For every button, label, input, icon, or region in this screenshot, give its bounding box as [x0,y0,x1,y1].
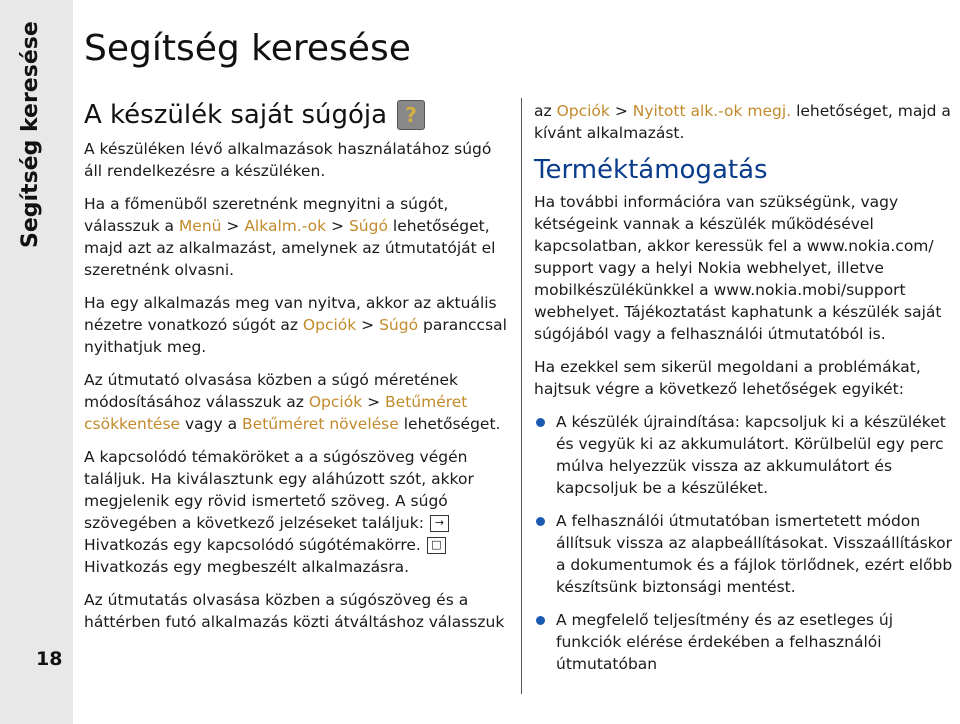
list-item-text: A felhasználói útmutatóban ismertetett módon állítsuk vissza az alapbeállításokat. Visszaállításkor a dokumentumok és a fájlok törlődnek, ezért előbb készítsünk biztonsági mentést. [556,512,953,596]
section-heading-support: Terméktámogatás [534,155,768,185]
menu-path-menu: Menü [178,217,222,235]
path-separator: > [326,217,349,235]
text: Az útmutató olvasása közben a súgó méretének módosításához válasszuk az [84,371,458,411]
menu-path-help: Súgó [348,217,388,235]
path-separator: > [362,393,386,411]
menu-path-increase-font: Betűméret növelése [242,415,399,433]
paragraph-support-steps: Ha ezekkel sem sikerül megoldani a problémákat, hajtsuk végre a következő lehetőségek egyikét: [534,358,921,398]
sidebar-vertical-title: Segítség keresése [18,21,43,248]
bullet-icon [536,517,545,526]
right-column [534,100,958,686]
left-column [84,100,514,644]
text: A kapcsolódó témaköröket a a súgószöveg végén találjuk. Ha kiválasztunk egy aláhúzott szót, akkor megjelenik egy rövid ismertető szöveg. A súgó szövegében a következő jelzéseket találjuk: [84,448,474,532]
sidebar [0,0,73,724]
path-separator: > [609,102,633,120]
text: vagy a [180,415,243,433]
menu-path-options: Opciók [302,316,357,334]
text: lehetőséget, majd azt az alkalmazást, amelynek az útmutatóját el szeretnénk olvasni. [84,217,496,279]
page-title: Segítség keresése [84,28,411,69]
bullet-icon [536,418,545,427]
column-divider [521,98,522,694]
section-heading-help-text: A készülék saját súgója [84,100,388,130]
path-separator: > [221,217,245,235]
paragraph-switch-apps: Az útmutatás olvasása közben a súgószöveg és a háttérben futó alkalmazás közti átváltáshoz válasszuk [84,591,505,631]
menu-path-options: Opciók [556,102,610,120]
paragraph-related-topics [84,446,514,578]
paragraph-open-help [84,193,514,281]
arrow-link-icon: → [430,515,449,532]
list-item-text: A készülék újraindítása: kapcsoljuk ki a készüléket és vegyük ki az akkumulátort. Körülbelül egy perc múlva helyezzük vissza az akkumulátort és kapcsoljuk be a készüléket. [556,413,946,497]
paragraph-intro: A készüléken lévő alkalmazások használatához súgó áll rendelkezésre a készüléken. [84,140,492,180]
paragraph-context-help [84,292,514,358]
paragraph-font-size [84,369,514,435]
text: paranccsal nyithatjuk meg. [84,316,507,356]
bullet-icon [536,616,545,625]
menu-path-apps: Alkalm.-ok [244,217,327,235]
list-item [534,510,958,598]
menu-path-help: Súgó [379,316,419,334]
list-item-text: A megfelelő teljesítmény és az esetleges új funkciók elérése érdekében a felhasználói útmutatóban [556,611,894,673]
app-window-icon: □ [427,537,446,554]
text: Ha a főmenüből szeretnénk megnyitni a súgót, válasszuk a [84,195,449,235]
list-item [534,609,958,675]
path-separator: > [356,316,380,334]
text: az [534,102,557,120]
paragraph-continued [534,100,958,144]
text: Hivatkozás egy megbeszélt alkalmazásra. [84,558,410,576]
help-question-icon: ? [397,100,425,130]
list-item [534,411,958,499]
text: Ha egy alkalmazás meg van nyitva, akkor az aktuális nézetre vonatkozó súgót az [84,294,497,334]
page-number: 18 [36,648,63,670]
section-heading-help [84,100,514,130]
support-steps-list [534,411,958,675]
text: Hivatkozás egy kapcsolódó súgótémakörre. [84,536,421,554]
menu-path-options: Opciók [308,393,363,411]
text: lehetőséget, majd a kívánt alkalmazást. [534,102,951,142]
paragraph-support-info: Ha további információra van szükségünk, vagy kétségeink vannak a készülék működésével kapcsolatban, akkor keressük fel a www.nokia.com/ support vagy a helyi Nokia webhelyet, illetve mobilkészülékünkkel a www.nokia.mobi/support webhelyet. Tájékoztatást kaphatunk a készülék saját súgójából vagy a felhasználói útmutatóból is. [534,193,942,343]
menu-path-decrease-font: Betűméret csökkentése [84,393,468,433]
menu-path-open-apps: Nyitott alk.-ok megj. [632,102,792,120]
text: lehetőséget. [398,415,501,433]
